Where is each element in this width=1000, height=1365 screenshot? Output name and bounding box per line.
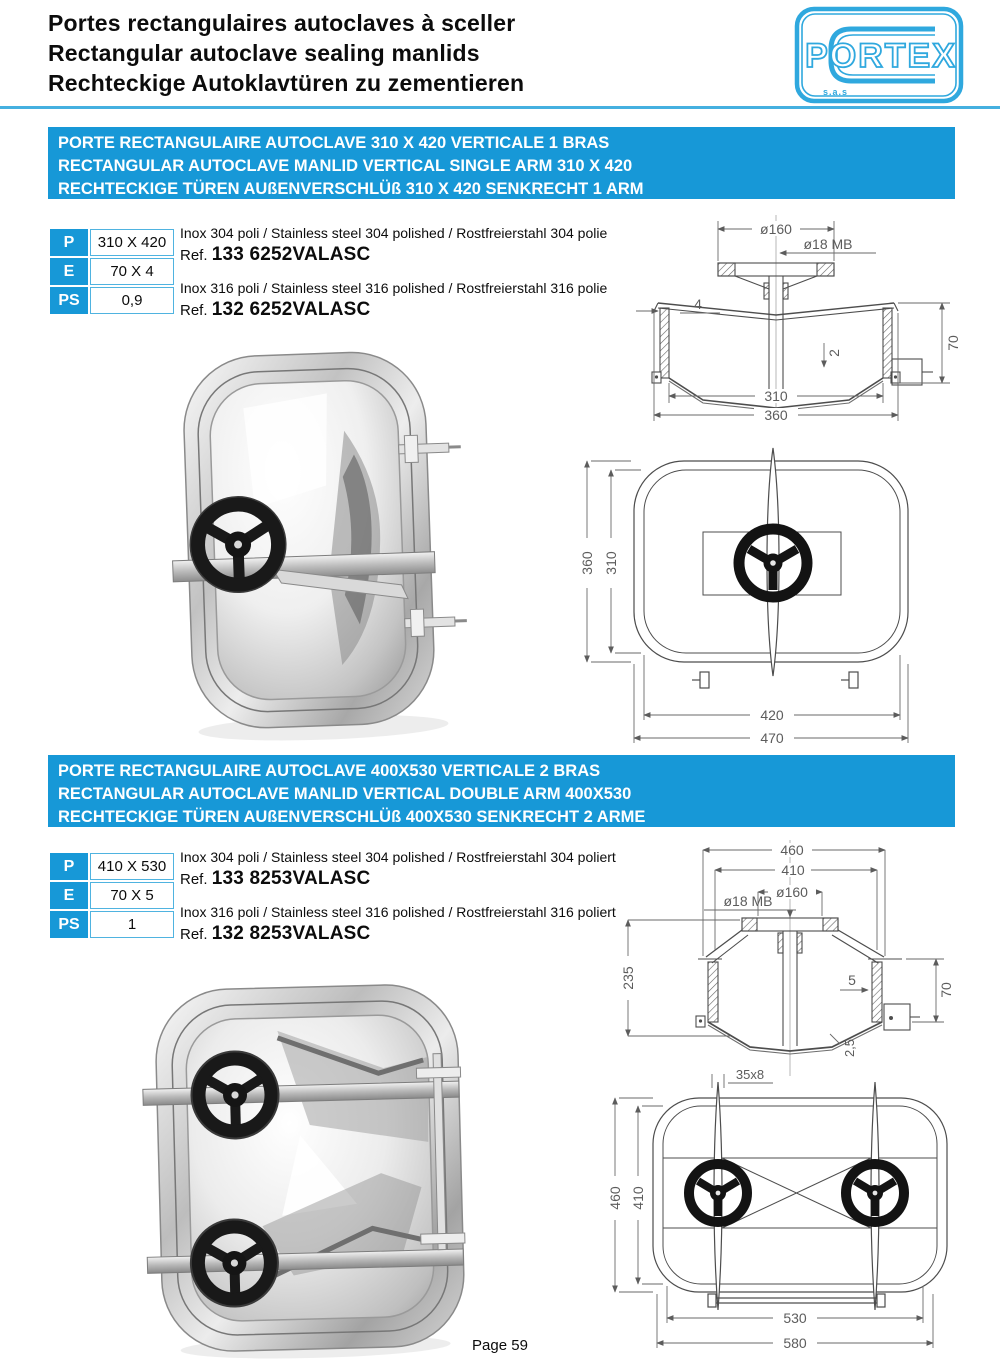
dim-diameter-label: ø160 (776, 884, 808, 900)
spec-table-1 (48, 227, 176, 316)
ref-code: 132 6252VALASC (211, 299, 371, 320)
header-divider (0, 106, 1000, 109)
dim-diameter-label: ø160 (760, 221, 792, 237)
dim-outer-width-label: 360 (764, 407, 788, 423)
dim-bolt-label: ø18 MB (723, 893, 773, 909)
page-title-de: Rechteckige Autoklavtüren zu zementieren (48, 70, 525, 96)
dim-inner-width-label: 310 (764, 388, 788, 404)
page-title-fr: Portes rectangulaires autoclaves à sceller (48, 10, 516, 36)
spec-value: 1 (90, 911, 174, 938)
technical-drawing-section-view-1 (628, 213, 996, 423)
spec-value: 410 X 530 (90, 853, 174, 880)
dim-wall-label: 4 (694, 296, 702, 312)
spec-value: 70 X 5 (90, 882, 174, 909)
dim-outer-height-label: 360 (579, 551, 595, 575)
reference-block-2 (180, 848, 640, 958)
banner-line-fr: PORTE RECTANGULAIRE AUTOCLAVE 400X530 VERTICALE 2 BRAS (58, 762, 601, 780)
product-banner-1 (48, 127, 955, 199)
dim-outer-height-label: 460 (607, 1186, 623, 1210)
technical-drawing-section-view-2 (600, 838, 1000, 1078)
banner-line-en: RECTANGULAR AUTOCLAVE MANLID VERTICAL DOUBLE ARM 400X530 (58, 785, 632, 803)
dim-outer-width-label: 460 (780, 842, 804, 858)
banner-line-en: RECTANGULAR AUTOCLAVE MANLID VERTICAL SINGLE ARM 310 X 420 (58, 157, 633, 175)
spec-row (50, 287, 174, 314)
dim-inner-height-label: 410 (630, 1186, 646, 1210)
logo-wordmark: PORTEX (805, 37, 957, 75)
variant-304 (180, 848, 640, 890)
dim-arm-size-label: 35x8 (735, 1067, 765, 1082)
spec-key: P (50, 853, 88, 880)
spec-key: PS (50, 911, 88, 938)
ref-label: Ref. (180, 871, 208, 888)
handwheel (189, 496, 286, 593)
ref-code: 133 6252VALASC (211, 244, 371, 265)
portex-logo-icon (793, 5, 965, 105)
dim-inner-height-label: 310 (603, 551, 619, 575)
spec-key: E (50, 258, 88, 285)
handwheel-top (191, 1051, 279, 1139)
banner-line-de: RECHTECKIGE TÜREN AUßENVERSCHLÜß 310 X 420 SENKRECHT 1 ARM (58, 180, 644, 198)
material-description: Inox 316 poli / Stainless steel 316 polished / Rostfreierstahl 316 polie (180, 280, 608, 296)
logo-subtext: s.a.s (823, 87, 849, 97)
banner-line-de: RECHTECKIGE TÜREN AUßENVERSCHLÜß 400X530 SENKRECHT 2 ARME (58, 808, 646, 826)
technical-drawing-front-view-2 (595, 1062, 1000, 1362)
ref-label: Ref. (180, 302, 208, 319)
material-description: Inox 304 poli / Stainless steel 304 polished / Rostfreierstahl 304 polie (180, 225, 608, 241)
page-number: Page 59 (472, 1337, 528, 1354)
spec-row (50, 882, 174, 909)
material-description: Inox 304 poli / Stainless steel 304 polished / Rostfreierstahl 304 poliert (180, 849, 616, 865)
variant-316 (180, 279, 640, 321)
spec-key: PS (50, 287, 88, 314)
ref-code: 132 8253VALASC (211, 923, 371, 944)
product-photo-double-arm (131, 975, 491, 1365)
spec-row (50, 911, 174, 938)
dim-inner-width-label: 420 (760, 707, 784, 723)
banner-line-fr: PORTE RECTANGULAIRE AUTOCLAVE 310 X 420 VERTICALE 1 BRAS (58, 134, 610, 152)
page-title-en: Rectangular autoclave sealing manlids (48, 40, 480, 66)
ref-label: Ref. (180, 926, 208, 943)
ref-label: Ref. (180, 247, 208, 264)
spec-key: P (50, 229, 88, 256)
bracket-right (841, 672, 858, 688)
dim-total-height-label: 235 (620, 966, 636, 990)
spec-row (50, 229, 174, 256)
technical-drawing-front-view-1 (563, 432, 995, 757)
spec-value: 0,9 (90, 287, 174, 314)
dim-depth-label: 70 (945, 335, 961, 351)
page-header (48, 8, 524, 98)
spec-value: 70 X 4 (90, 258, 174, 285)
dim-thickness-label: 2 (826, 349, 842, 357)
dim-outer-width-label: 580 (783, 1335, 807, 1351)
spec-key: E (50, 882, 88, 909)
spec-row (50, 258, 174, 285)
spec-table-2 (48, 851, 176, 940)
dim-outer-width-label: 470 (760, 730, 784, 746)
ref-code: 133 8253VALASC (211, 868, 371, 889)
dim-thickness-label: 2,5 (842, 1038, 857, 1058)
variant-316 (180, 903, 640, 945)
dim-inner-width-label: 410 (781, 862, 805, 878)
material-description: Inox 316 poli / Stainless steel 316 polished / Rostfreierstahl 316 poliert (180, 904, 616, 920)
spec-value: 310 X 420 (90, 229, 174, 256)
variant-304 (180, 224, 640, 266)
dim-depth-label: 70 (938, 982, 954, 998)
bracket-left (692, 672, 709, 688)
dim-wall-label: 5 (848, 972, 856, 988)
spec-row (50, 853, 174, 880)
clamp-bottom (404, 608, 467, 637)
product-photo-single-arm (152, 336, 470, 748)
brand-logo (793, 5, 965, 110)
reference-block-1 (180, 224, 640, 334)
product-banner-2 (48, 755, 955, 827)
dim-inner-width-label: 530 (783, 1310, 807, 1326)
clamp-top (398, 434, 461, 463)
dim-bolt-label: ø18 MB (803, 236, 853, 252)
handwheel-bottom (190, 1219, 278, 1307)
